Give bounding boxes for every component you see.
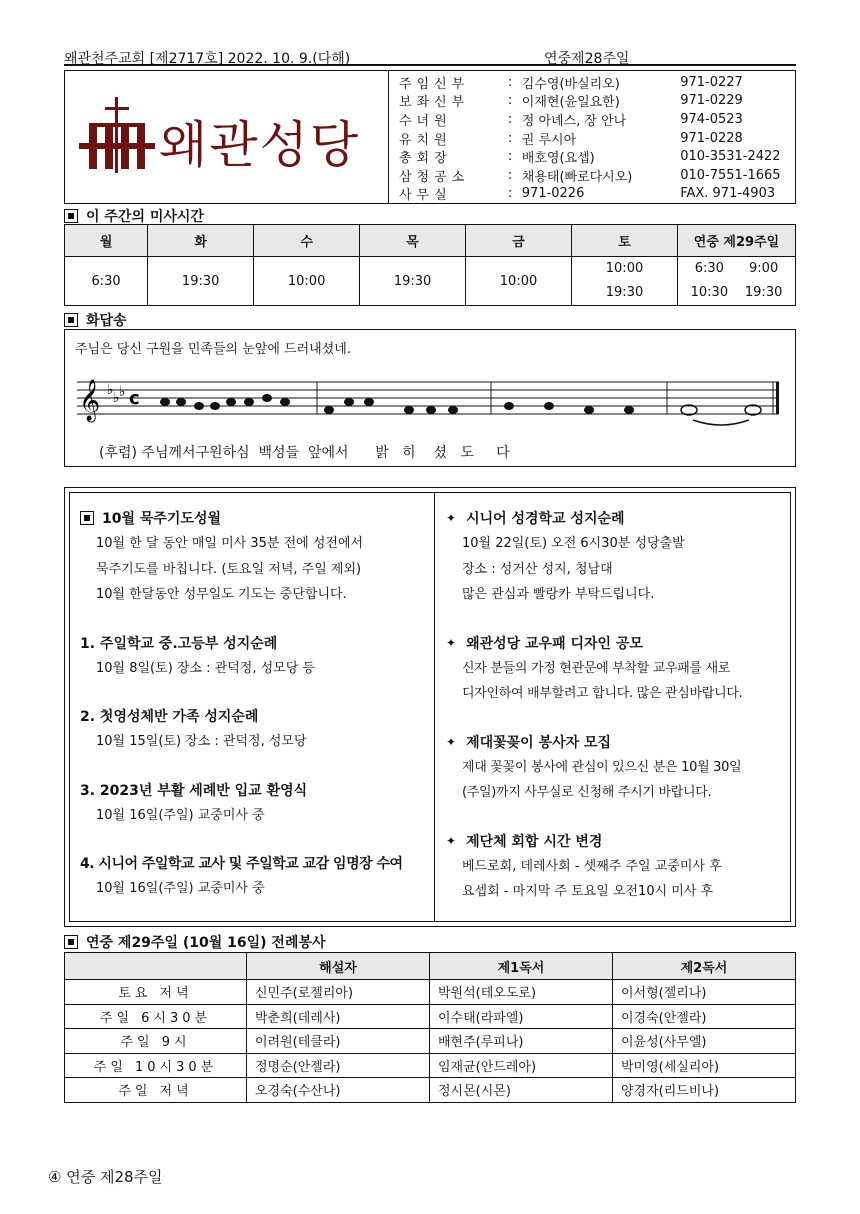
staff-row: 총회장 : 배호영(요셉) 010-3531-2422 bbox=[399, 149, 781, 167]
staff-row: 수녀원 : 정 아녜스, 장 안나 974-0523 bbox=[399, 111, 743, 129]
saturday-times: 10:00 19:30 bbox=[572, 257, 678, 306]
announcement-item: 4. 시니어 주일학교 교사 및 주일학교 교감 임명장 수여 10월 16일(주일) 교중미사 중 bbox=[80, 856, 403, 896]
day-header: 연중 제29주일 bbox=[678, 225, 796, 257]
table-row: 주일 10시30분 정명순(안젤라) 임재균(안드레아) 박미영(세실리아) bbox=[65, 1053, 796, 1078]
psalm-verse: 주님은 당신 구원을 민족들의 눈앞에 드러내셨네. bbox=[75, 342, 351, 357]
announcements-box bbox=[64, 487, 796, 927]
page-footer: ④ 연중 제28주일 bbox=[48, 1168, 163, 1186]
diamond-star-icon: ✦ bbox=[446, 734, 457, 749]
church-emblem-icon bbox=[75, 93, 159, 177]
square-bullet-icon bbox=[64, 313, 78, 327]
music-staff-icon bbox=[73, 366, 789, 442]
day-header: 화 bbox=[148, 225, 254, 257]
announcement-item: 10월 묵주기도성월 10월 한 달 동안 매일 미사 35분 전에 성전에서 묵주기도를 바칩니다. (토요일 저녁, 주일 제외) 10월 한달동안 성무일도 기도는 중단합니다. bbox=[80, 505, 426, 608]
staff-directory bbox=[399, 73, 799, 203]
diamond-star-icon: ✦ bbox=[446, 511, 457, 525]
column-header: 제1독서 bbox=[430, 953, 613, 980]
announcement-item: ✦ 제단체 회합 시간 변경 베드로회, 데레사회 - 셋째주 주일 교중미사 후 요셉회 - 마지막 주 토요일 오전10시 미사 후 bbox=[446, 833, 722, 899]
service-heading: 연중 제29주일 (10월 16일) 전례봉사 bbox=[64, 932, 326, 952]
svg-text:𝄞: 𝄞 bbox=[79, 380, 101, 421]
psalm-box bbox=[64, 329, 796, 467]
announcements-left bbox=[80, 505, 426, 924]
psalm-lyric: (후렴) 주님께서구원하심 백성들 앞에서 밝 히 셨 도 다 bbox=[99, 445, 510, 461]
announcement-item: 3. 2023년 부활 세례반 입교 환영식 10월 16일(주일) 교중미사 중 bbox=[80, 782, 308, 823]
mass-times-table bbox=[64, 224, 796, 306]
svg-text:♭: ♭ bbox=[107, 382, 114, 398]
column-header: 제2독서 bbox=[613, 953, 796, 980]
day-header: 금 bbox=[466, 225, 572, 257]
mass-time: 6:30 bbox=[65, 257, 148, 306]
day-header: 토 bbox=[572, 225, 678, 257]
announcements-right bbox=[446, 505, 796, 927]
mass-time: 19:30 bbox=[148, 257, 254, 306]
masthead bbox=[64, 70, 796, 204]
sunday-times: 6:30 9:00 10:30 19:30 bbox=[678, 257, 796, 306]
day-header: 수 bbox=[254, 225, 360, 257]
psalm-heading: 화답송 bbox=[64, 310, 127, 330]
table-row: 주일 9시 이려원(테클라) 배현주(루피나) 이윤성(사무엘) bbox=[65, 1029, 796, 1054]
header-line bbox=[64, 46, 796, 66]
announcement-item: 1. 주일학교 중.고등부 성지순례 10월 8일(토) 장소 : 관덕정, 성모당 등 bbox=[80, 635, 315, 676]
mass-time: 19:30 bbox=[360, 257, 466, 306]
table-row: 주일 6시30분 박춘희(데레사) 이수태(라파엘) 이경숙(안젤라) bbox=[65, 1004, 796, 1029]
diamond-star-icon: ✦ bbox=[446, 635, 457, 650]
announcement-item: ✦ 시니어 성경학교 성지순례 10월 22일(토) 오전 6시30분 성당출발 장소 : 성거산 성지, 청남대 많은 관심과 빨랑카 부탁드립니다. bbox=[446, 511, 685, 602]
staff-row: 보좌신부 : 이재현(윤일요한) 971-0229 bbox=[399, 93, 743, 111]
day-header: 목 bbox=[360, 225, 466, 257]
announcement-item: 2. 첫영성체반 가족 성지순례 10월 15일(토) 장소 : 관덕정, 성모당 bbox=[80, 709, 307, 749]
staff-row: 유치원 : 권 루시아 971-0228 bbox=[399, 130, 743, 148]
liturgical-week: 연중제28주일 bbox=[544, 51, 630, 67]
square-bullet-icon bbox=[64, 209, 78, 223]
table-row: 주일 저녁 오경숙(수산나) 정시몬(시몬) 양경자(리드비나) bbox=[65, 1078, 796, 1103]
table-row: 토요 저녁 신민주(로젤리아) 박원석(테오도로) 이서형(젤리나) bbox=[65, 980, 796, 1005]
svg-text:♭: ♭ bbox=[119, 384, 126, 400]
diamond-star-icon: ✦ bbox=[446, 833, 457, 848]
logo-area bbox=[65, 71, 389, 203]
announcement-item: ✦ 제대꽃꽂이 봉사자 모집 제대 꽃꽂이 봉사에 관심이 있으신 분은 10월 30일 (주일)까지 사무실로 신청해 주시기 바랍니다. bbox=[446, 734, 742, 800]
column-header: 해설자 bbox=[247, 953, 430, 980]
day-header: 월 bbox=[65, 225, 148, 257]
mass-time: 10:00 bbox=[466, 257, 572, 306]
staff-row: 사무실 : 971-0226 FAX. 971-4903 bbox=[399, 186, 776, 204]
bulletin-info: 왜관천주교회 [제2717호] 2022. 10. 9.(다해) bbox=[64, 51, 351, 67]
svg-text:♭: ♭ bbox=[113, 390, 120, 406]
square-bullet-icon bbox=[80, 511, 94, 525]
logo-wordmark: 왜관성당 bbox=[159, 116, 361, 174]
staff-row: 주임신부 : 김수영(바실리오) 971-0227 bbox=[399, 74, 743, 92]
mass-heading: 이 주간의 미사시간 bbox=[64, 206, 204, 226]
mass-time: 10:00 bbox=[254, 257, 360, 306]
staff-row: 삼청공소 : 채용태(빠로다시오) 010-7551-1665 bbox=[399, 167, 781, 185]
svg-text:c: c bbox=[129, 388, 140, 409]
announcement-item: ✦ 왜관성당 교우패 디자인 공모 신자 분들의 가정 현관문에 부착할 교우패를 새로 디자인하여 배부할려고 합니다. 많은 관심바랍니다. bbox=[446, 635, 743, 701]
service-table bbox=[64, 952, 796, 1103]
square-bullet-icon bbox=[64, 935, 78, 949]
